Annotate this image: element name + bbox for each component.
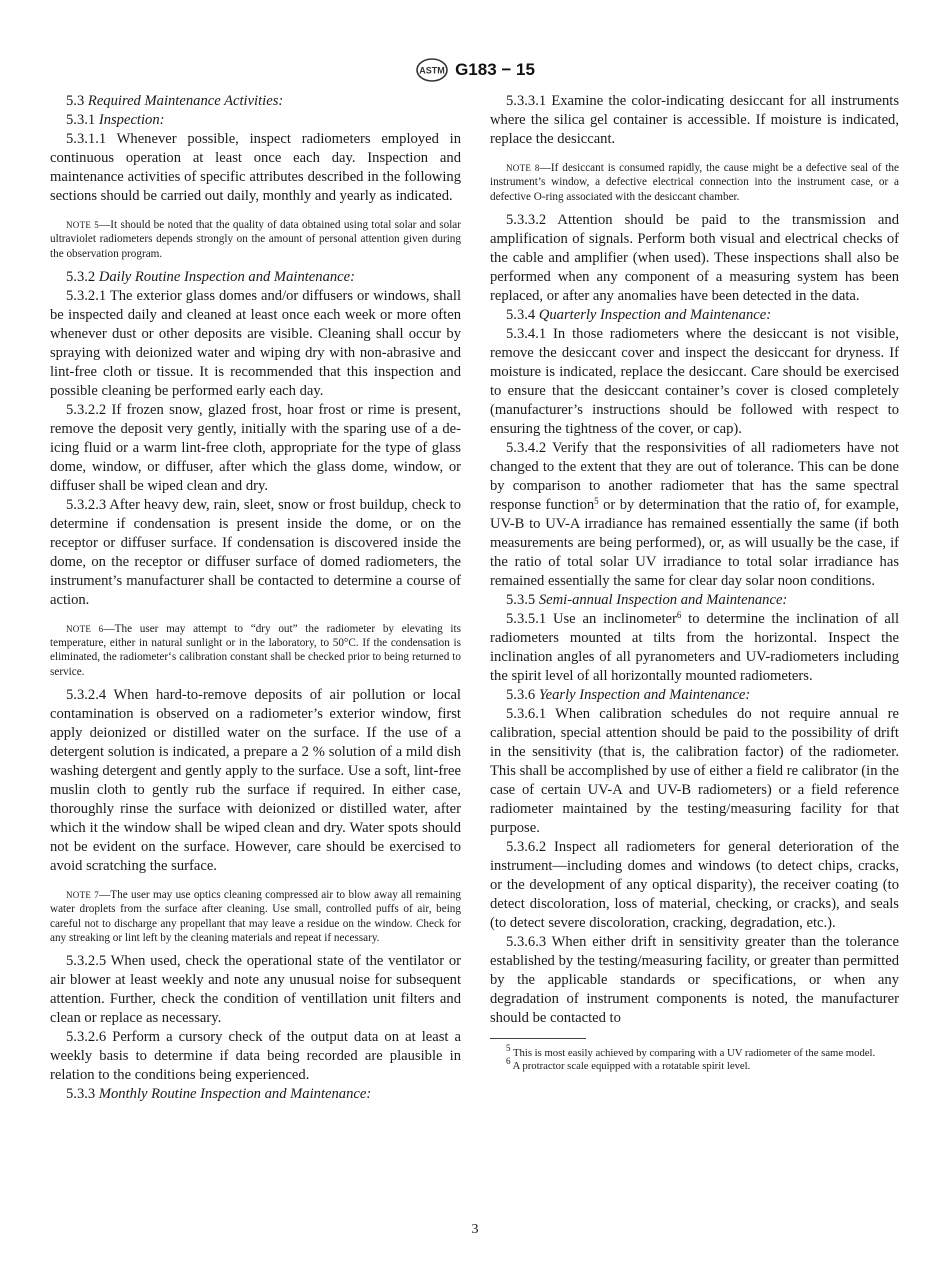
paragraph-5-3-4-2 xyxy=(490,439,899,591)
paragraph-5-3-2-5: 5.3.2.5 When used, check the operational state of the ventilator or air blower at least weekly and note any unusual noise for subsequent attention. Further, check the condition of ventillation unit filters and clean or replace as necessary. xyxy=(50,953,461,1027)
section-5-3-5-heading xyxy=(490,591,899,610)
paragraph-text: 5.3.4.2 Verify that the responsivities of all radiometers have not changed to the extent that they are out of tolerance. This can be done by comparison to another radiometer that has the same spectral response function xyxy=(490,439,899,513)
section-title: Inspection: xyxy=(98,112,165,128)
footnote-mark: 5 xyxy=(506,1042,511,1053)
paragraph-5-3-2-2: 5.3.2.2 If frozen snow, glazed frost, hoar frost or rime is present, remove the deposit very gently, initially with the sparing use of a de-icing fluid or a warm lint-free cloth, appropriate for the type of glass dome, window, or diffuser, after which the glass dome, window, or diffuser shall be wiped clean and dry. xyxy=(50,401,461,494)
paragraph-5-3-2-3: 5.3.2.3 After heavy dew, rain, sleet, snow or frost buildup, check to determine if condensation is present inside the dome, or on the receptor or diffuser surface. If condensation is discovered inside the dome, on the receptor or diffuser surface of domed radiometers, the instrument’s manufacturer shall be contacted to determine a course of action. xyxy=(50,496,461,608)
note-8 xyxy=(490,161,899,204)
logo-text: ASTM xyxy=(419,65,445,76)
note-text: —The user may attempt to “dry out” the radiometer by elevating its temperature, either in natural sunlight or in the laboratory, to 50°C. If the condensation is eliminated, the radiometer‘s calibration constant shall be checked prior to being returned to service. xyxy=(50,622,462,678)
section-5-3-6-heading xyxy=(490,686,899,705)
paragraph-5-3-3-2: 5.3.3.2 Attention should be paid to the transmission and amplification of signals. Perform both visual and electrical checks of the cable and amplifier (when used). These inspections shall also be performed when any component of a measuring system has been replaced, or after any anomalies have been detected in the data. xyxy=(490,211,899,304)
page-header xyxy=(0,58,950,82)
section-5-3-heading xyxy=(50,92,461,111)
section-number: 5.3.3 xyxy=(66,1086,96,1103)
paragraph-5-3-6-2: 5.3.6.2 Inspect all radiometers for general deterioration of the instrument—including domes and windows (to detect chips, cracks, or the development of any optical disparity), the receiver coating (to detect discoloration, loss of material, checking, or cracks), and seals (to detect severe discoloration, cracking, degradation, etc.). xyxy=(490,838,899,931)
section-number: 5.3 xyxy=(66,93,85,109)
paragraph-5-3-4-1: 5.3.4.1 In those radiometers where the desiccant is not visible, remove the desiccant cover and inspect the desiccant for dryness. If moisture is indicated, replace the desiccant. Care should be exercised to ensure that the desiccant container’s cover is closed completely (manufacturer’s instructions should be followed with respect to ensuring the tightness of the cover, or cap). xyxy=(490,325,899,437)
footnote-5 xyxy=(490,1042,899,1061)
paragraph-text: 5.3.5.1 Use an inclinometer xyxy=(506,610,677,627)
paragraph-5-3-5-1 xyxy=(490,610,899,686)
note-label: NOTE 5 xyxy=(66,220,100,230)
paragraph-5-3-6-3: 5.3.6.3 When either drift in sensitivity greater than the tolerance established by the testing/measuring facility, or greater than permitted by the applicable standards or specifications, or when any degradation of instrument components is noted, the manufacturer should be contacted to xyxy=(490,933,899,1026)
section-title: Daily Routine Inspection and Maintenance: xyxy=(98,268,355,285)
section-title: Monthly Routine Inspection and Maintenance: xyxy=(98,1086,372,1103)
note-text: —It should be noted that the quality of data obtained using total solar and solar ultraviolet radiometers depends strongly on the amount of personal attention given during the observation program. xyxy=(50,219,462,260)
note-6 xyxy=(50,622,461,679)
section-title: Yearly Inspection and Maintenance: xyxy=(538,686,751,703)
footnote-text: A protractor scale equipped with a rotatable spirit level. xyxy=(510,1060,751,1073)
paragraph-5-3-3-1: 5.3.3.1 Examine the color-indicating desiccant for all instruments where the silica gel container is accessible. If moisture is indicated, replace the desiccant. xyxy=(490,93,899,147)
section-5-3-2-heading xyxy=(50,268,461,287)
section-number: 5.3.6 xyxy=(506,686,536,703)
paragraph-5-3-6-1: 5.3.6.1 When calibration schedules do not require annual re calibration, special attention should be paid to the possibility of drift in the sensitivity (that is, the calibration factor) of the radiometer. This shall be accomplished by use of either a field re calibrator (in the case of certain UV-A and UV-B radiometers) or a field reference radiometer maintained by the testing/measuring facility for that purpose. xyxy=(490,705,899,836)
note-5 xyxy=(50,218,461,261)
paragraph-text: to determine the inclination of all radiometers mounted at tilts from the horizontal. Inspect the inclination angles of all pyranometers and UV-radiometers including the spirit level of all horizontally mounted radiometers. xyxy=(490,610,899,684)
astm-logo-icon xyxy=(415,58,449,82)
section-title: Semi-annual Inspection and Maintenance: xyxy=(538,591,788,608)
page-number: 3 xyxy=(471,1222,479,1237)
right-column xyxy=(490,92,899,1074)
paragraph-text: or by determination that the ratio of, for example, UV-B to UV-A irradiance has remained essentially the same (if both measurements are being performed), or, as will usually be the case, if the ratio of total solar UV irradiance to total solar irradiance has remained essentially the same for clear day solar noon conditions. xyxy=(490,496,899,589)
footnote-mark: 6 xyxy=(506,1056,511,1067)
section-5-3-1-heading xyxy=(50,111,461,130)
footnote-divider xyxy=(490,1038,586,1039)
paragraph-5-3-2-1: 5.3.2.1 The exterior glass domes and/or diffusers or windows, shall be inspected daily and cleaned at least once each week or more often whenever dust or other deposits are visible. Cleaning shall occur by spraying with deionized water and wiping dry with non-abrasive and lint-free cloth or tissue. It is recommended that this inspection and possible cleaning be performed early each day. xyxy=(50,287,461,399)
section-5-3-4-heading xyxy=(490,306,899,325)
section-number: 5.3.5 xyxy=(506,591,536,608)
note-text: —If desiccant is consumed rapidly, the cause might be a defective seal of the instrument’s window, a defective electrical connection into the instrument case, or a defective O-ring associated with the desiccant chamber. xyxy=(490,162,899,203)
paragraph-5-3-1-1: 5.3.1.1 Whenever possible, inspect radiometers employed in continuous operation at least once each day. Inspection and maintenance activities of specific attributes described in the following sections should be carried out daily, monthly and yearly as indicated. xyxy=(50,131,461,204)
section-title: Quarterly Inspection and Maintenance: xyxy=(538,306,772,323)
section-title: Required Maintenance Activities: xyxy=(87,93,284,109)
footnote-reference: 5 xyxy=(594,495,599,506)
left-column xyxy=(50,92,461,1104)
section-5-3-3-heading xyxy=(50,1085,461,1104)
note-label: NOTE 6 xyxy=(66,623,104,634)
note-text: —The user may use optics cleaning compressed air to blow away all remaining water droplets from the surface after cleaning. Use small, controlled puffs of air, being careful not to discharge any propellant that may leave a residue on the window. Check for any streaking or lint left by the cleaning materials and repeat if necessary. xyxy=(50,889,462,944)
footnote-6 xyxy=(490,1056,899,1074)
section-number: 5.3.1 xyxy=(66,112,96,128)
footnote-reference: 6 xyxy=(676,609,682,620)
paragraph-5-3-2-4: 5.3.2.4 When hard-to-remove deposits of air pollution or local contamination is observed on a radiometer’s exterior window, first apply deionized or distilled water on the surface. If the use of a detergent solution is indicated, a prepare a 2 % solution of a mild dish washing detergent and gently apply to the surface. Use a soft, lint-free muslin cloth to gently rub the surface if required. In either case, thoroughly rinse the surface with deionized or distilled water, after which it the window shall be wiped clean and dry. Water spots should not be evident on the surface. However, care should be exercised to avoid scratching the surface. xyxy=(50,687,461,875)
section-number: 5.3.4 xyxy=(506,306,536,323)
note-7 xyxy=(50,888,461,945)
section-number: 5.3.2 xyxy=(66,268,96,285)
paragraph-5-3-2-6: 5.3.2.6 Perform a cursory check of the output data on at least a weekly basis to determine if data being recorded are plausible in relation to the conditions being experienced. xyxy=(50,1029,461,1084)
footnote-text: This is most easily achieved by comparing with a UV radiometer of the same model. xyxy=(510,1046,876,1059)
note-label: NOTE 8 xyxy=(506,163,540,173)
note-label: NOTE 7 xyxy=(66,890,100,901)
document-designation: G183 − 15 xyxy=(455,60,535,79)
